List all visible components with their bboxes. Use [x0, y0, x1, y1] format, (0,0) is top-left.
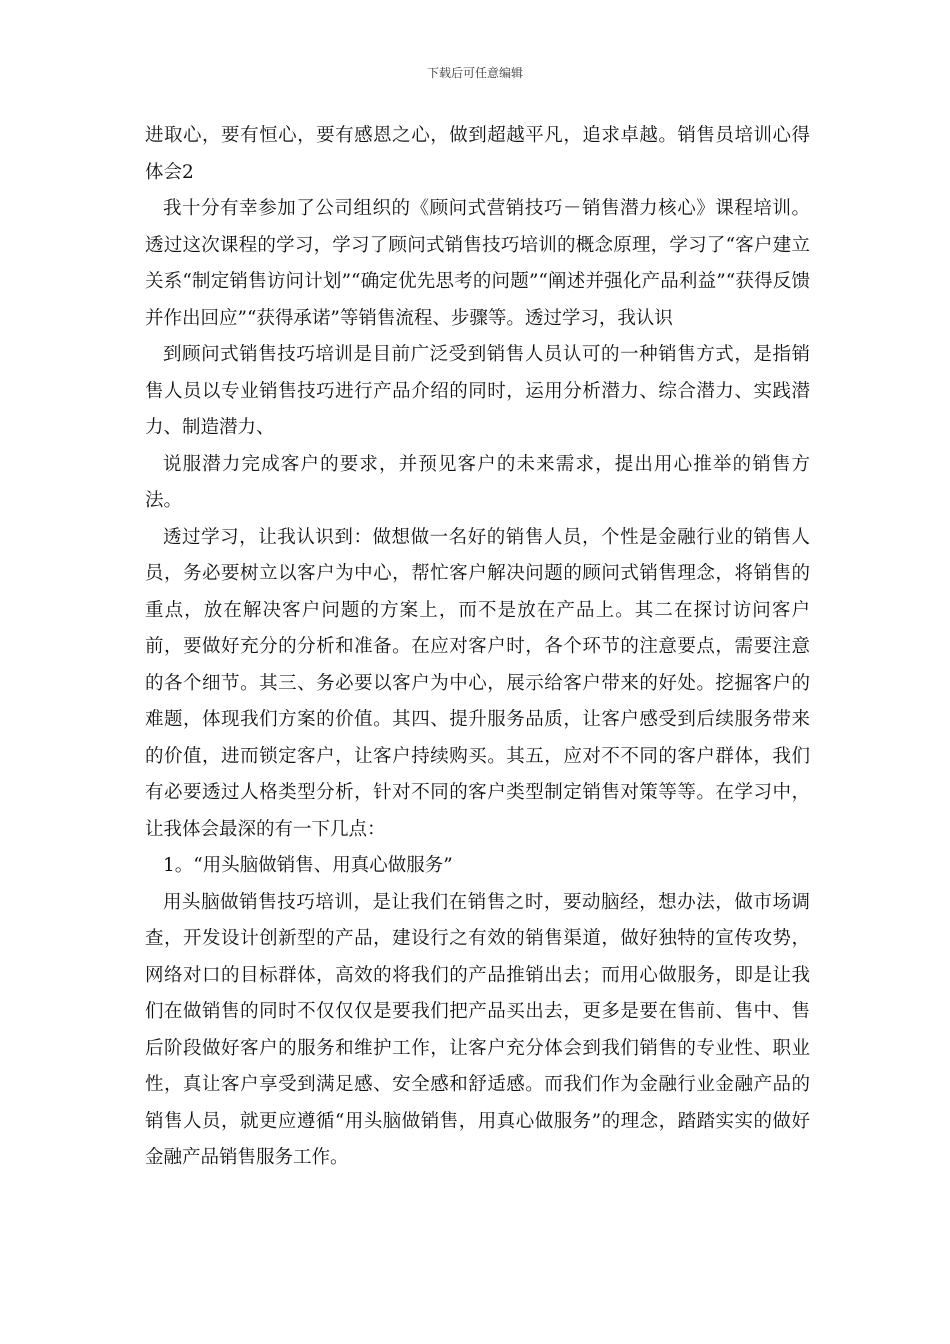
page-header-note: 下载后可任意编辑	[426, 66, 523, 80]
paragraph-persuasion: 说服潜力完成客户的要求，并预见客户的未来需求，提出用心推举的销售方法。	[145, 453, 810, 511]
paragraph-learning-insights: 透过学习，让我认识到：做想做一名好的销售人员，个性是金融行业的销售人员，务必要树立以客户为中心，帮忙客户解决问题的顾问式销售理念，将销售的重点，放在解决客户问题的方案上，而不是放在产品上。其二在探讨访问客户前，要做好充分的分析和准备。在应对客户时，各个环节的注意要点，需要注意的各个细节。其三、务必要以客户为中心，展示给客户带来的好处。挖掘客户的难题，体现我们方案的价值。其四、提升服务品质，让客户感受到后续服务带来的价值，进而锁定客户，让客户持续购买。其五，应对不不同的客户群体，我们有必要透过人格类型分析，针对不同的客户类型制定销售对策等等。在学习中，让我体会最深的有一下几点：	[145, 526, 810, 840]
paragraph-course-intro: 我十分有幸参加了公司组织的《顾问式营销技巧－销售潜力核心》课程培训。透过这次课程的学习，学习了顾问式销售技巧培训的概念原理，学习了“客户建立关系“制定销售访问计划”“确定优先思考的问题”“阐述并强化产品利益”“获得反馈并作出回应”“获得承诺”等销售流程、步骤等。透过学习，我认识	[145, 198, 810, 329]
section-heading-1: 1。“用头脑做销售、用真心做服务”	[163, 855, 453, 876]
paragraph-head-and-heart: 用头脑做销售技巧培训，是让我们在销售之时，要动脑经，想办法，做市场调查，开发设计创新型的产品，建设行之有效的销售渠道，做好独特的宣传攻势，网络对口的目标群体，高效的将我们的产品推销出去；而用心做服务，即是让我们在做销售的同时不仅仅仅是要我们把产品买出去，更多是要在售前、售中、售后阶段做好客户的服务和维护工作，让客户充分体会到我们销售的专业性、职业性，真让客户享受到满足感、安全感和舒适感。而我们作为金融行业金融产品的销售人员，就更应遵循“用头脑做销售，用真心做服务”的理念，踏踏实实的做好金融产品销售服务工作。	[145, 891, 810, 1168]
paragraph-consultative-definition: 到顾问式销售技巧培训是目前广泛受到销售人员认可的一种销售方式，是指销售人员以专业销售技巧进行产品介绍的同时，运用分析潜力、综合潜力、实践潜力、制造潜力、	[145, 344, 810, 438]
document-body	[145, 118, 810, 1177]
paragraph-continuation: 进取心，要有恒心，要有感恩之心，做到超越平凡，追求卓越。销售员培训心得体会2	[145, 125, 810, 183]
